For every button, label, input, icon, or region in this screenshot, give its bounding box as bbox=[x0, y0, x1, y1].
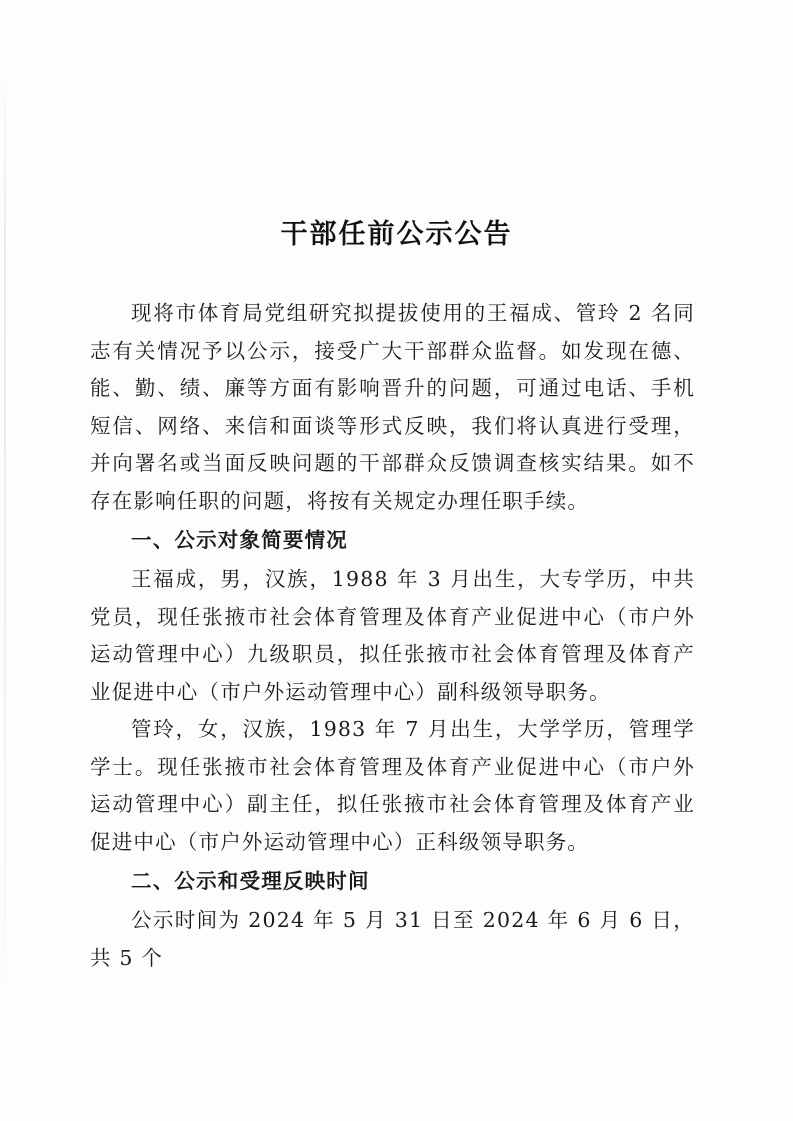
person-paragraph-wang: 王福成，男，汉族，1988 年 3 月出生，大专学历，中共党员，现任张掖市社会体育管理及体育产业促进中心（市户外运动管理中心）九级职员，拟任张掖市社会体育管理及体育产业促进中心（市户外运动管理中心）副科级领导职务。 bbox=[90, 567, 695, 704]
scan-edge-shadow bbox=[4, 60, 6, 1060]
time-paragraph: 公示时间为 2024 年 5 月 31 日至 2024 年 6 月 6 日，共 5 个 bbox=[90, 908, 695, 970]
section-heading-time: 二、公示和受理反映时间 bbox=[131, 869, 370, 893]
section-heading-subjects: 一、公示对象简要情况 bbox=[131, 528, 348, 552]
document-title: 干部任前公示公告 bbox=[280, 219, 513, 250]
person-paragraph-guan: 管玲，女，汉族，1983 年 7 月出生，大学学历，管理学学士。现任张掖市社会体育管理及体育产业促进中心（市户外运动管理中心）副主任，拟任张掖市社会体育管理及体育产业促进中心（市户外运动管理中心）正科级领导职务。 bbox=[90, 717, 695, 854]
intro-paragraph: 现将市体育局党组研究拟提拔使用的王福成、管玲 2 名同志有关情况予以公示，接受广大干部群众监督。如发现在德、能、勤、绩、廉等方面有影响晋升的问题，可通过电话、手机短信、网络、来信和面谈等形式反映，我们将认真进行受理，并向署名或当面反映问题的干部群众反馈调查核实结果。如不存在影响任职的问题，将按有关规定办理任职手续。 bbox=[90, 301, 695, 513]
document-body bbox=[90, 295, 695, 977]
